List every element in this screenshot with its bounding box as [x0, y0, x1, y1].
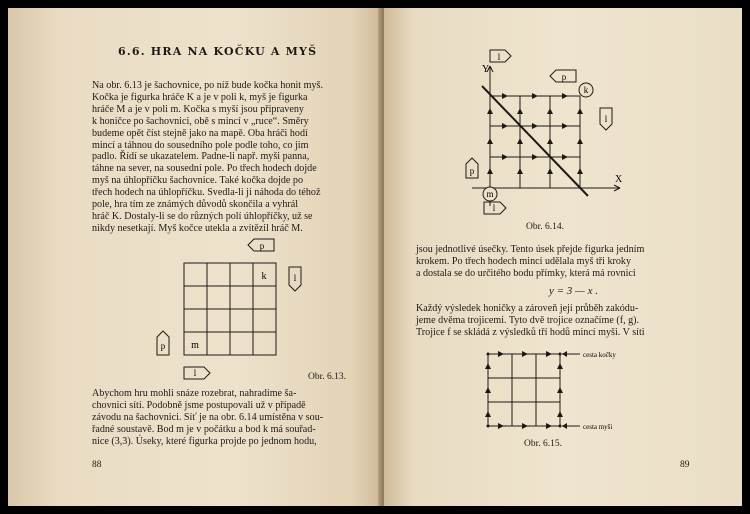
- mouse-cell-label: m: [191, 340, 199, 351]
- text-line: padlo. Řídí se ukazatelem. Padne-li např. myši panna,: [92, 151, 310, 163]
- arrow-label: l: [293, 273, 297, 283]
- text-line: nikdy nesetkají. Myš kočce utekla a zvítězil hráč M.: [92, 222, 303, 234]
- text-line: táhne na sever, na sousední pole. Po třech hodech dojde: [92, 163, 317, 175]
- net-grid: [488, 354, 560, 426]
- cat-path-label: cesta kočky: [583, 351, 616, 359]
- right-page: [384, 8, 742, 506]
- arrow-label: p: [259, 241, 265, 251]
- text-line: myš na úhlopříčku šachovnice. Také kočka dojde po: [92, 175, 304, 187]
- arrow-label: p: [160, 341, 166, 351]
- text-line: Trojice f se skládá z výsledků tří hodů mincí myši. V síti: [416, 326, 645, 338]
- text-line: jeme dvěma trojicemi. Tyto dvě trojice označíme (f, g).: [416, 314, 640, 326]
- figure-6-15: [480, 342, 660, 434]
- text-line: hráče M a je v poli m. Kočka s myší jsou připraveny: [92, 103, 304, 115]
- figure-caption: Obr. 6.15.: [524, 439, 562, 449]
- page-number: 89: [680, 460, 690, 470]
- text-line: a dostala se do určitého bodu přímky, která má rovnici: [416, 267, 636, 279]
- left-page: [8, 8, 382, 506]
- text-line: chovnici sítí. Podobně jsme postupovali už v případě: [92, 399, 306, 411]
- arrow-label: p: [561, 72, 567, 82]
- text-line: třech hodech na úhlopříčku. Svedla-li ji náhoda do téhož: [92, 187, 321, 199]
- right-paragraph-1: [416, 244, 686, 280]
- right-paragraph-2: [416, 303, 686, 339]
- text-line: závodu na šachovnici. Síť je na obr. 6.14 umístěna v sou-: [92, 411, 324, 423]
- figure-6-13: [148, 233, 368, 388]
- arrow-l-right-icon: [184, 367, 210, 379]
- arrow-label: l: [604, 114, 608, 124]
- arrow-label: p: [469, 166, 475, 176]
- text-line: nice (3,3). Úseky, které figurka projde po jednom hodu,: [92, 435, 317, 447]
- section-heading: 6.6. HRA NA KOČKU A MYŠ: [118, 45, 318, 58]
- text-line: Kočka je figurka hráče K a je v poli k, myš je figurka: [92, 91, 308, 103]
- text-line: jsou jednotlivé úsečky. Tento úsek přejde figurka jedním: [416, 244, 645, 255]
- cat-label: k: [583, 85, 589, 95]
- equation: y = 3 — x .: [549, 285, 598, 297]
- arrow-label: l: [497, 52, 501, 62]
- text-line: řadné soustavě. Bod m je v počátku a bod k má souřad-: [92, 423, 316, 435]
- x-axis-label: X: [615, 174, 623, 185]
- mouse-label: m: [486, 189, 494, 199]
- arrow-label: l: [492, 203, 496, 213]
- diagonal-line: [482, 86, 588, 196]
- text-line: krokem. Po třech hodech mincí udělala myš tři kroky: [416, 255, 631, 267]
- left-paragraph-1: [92, 80, 354, 235]
- mouse-path-label: cesta myši: [583, 423, 613, 431]
- text-line: Na obr. 6.13 je šachovnice, po níž bude kočka honit myš.: [92, 80, 323, 91]
- figure-caption: Obr. 6.14.: [526, 222, 564, 232]
- text-line: hráč K. Dostaly-li se do různých polí úhlopříčky, už se: [92, 210, 313, 222]
- book-spread: [8, 8, 742, 506]
- text-line: k honičce po šachovnici, obě s mincí v „ruce“. Směry: [92, 115, 309, 127]
- arrow-l-right-icon: [490, 50, 511, 62]
- arrow-label: l: [193, 368, 197, 378]
- text-line: pole, hra tím ze známých důvodů skončila a vyhrál: [92, 199, 299, 211]
- figure-6-14: [460, 36, 650, 221]
- text-line: mincí a táhnou do sousedního pole podle toho, co jim: [92, 139, 309, 151]
- y-axis-label: Y: [482, 64, 490, 75]
- text-line: budeme opět číst stejně jako na mapě. Oba hráči hodí: [92, 127, 308, 139]
- figure-caption: Obr. 6.13.: [308, 372, 346, 382]
- left-paragraph-2: [92, 388, 354, 448]
- text-line: Každý výsledek honičky a zároveň její průběh zakódu-: [416, 303, 639, 314]
- page-number: 88: [92, 460, 102, 470]
- cat-cell-label: k: [261, 271, 267, 282]
- text-line: Abychom hru mohli snáze rozebrat, nahradíme ša-: [92, 388, 297, 399]
